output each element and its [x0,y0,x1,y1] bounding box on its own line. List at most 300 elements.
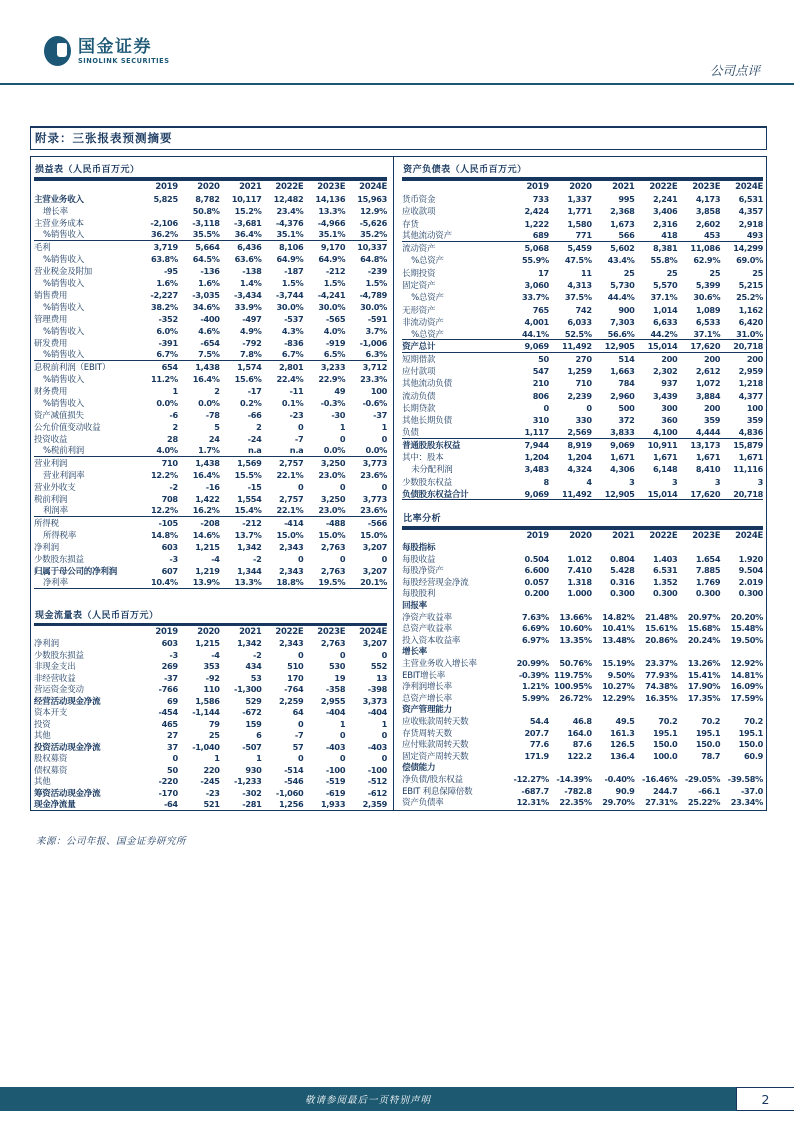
cell-value: 4,836 [738,427,764,438]
cell-value: 900 [618,304,635,315]
cell-value: 2,918 [738,218,764,229]
cell-value: 21.48% [645,611,678,622]
cell-value: 31.0% [736,328,764,339]
cell-value: 1.5% [281,277,304,288]
cell-value: 3.7% [365,325,388,336]
cell-value: 1.318 [567,576,592,587]
table-row [402,463,763,475]
cell-value: 0 [586,402,592,413]
cell-value: 2,343 [278,565,304,576]
row-label: 税前利润 [34,494,68,505]
cell-value: 1,089 [695,304,721,315]
section-header-row [402,646,763,658]
cell-value: 1 [381,421,388,432]
cell-value: -565 [325,313,346,324]
row-label: 公允价值变动收益 [34,422,101,433]
cell-value: 20.24% [687,634,721,645]
cell-value: 64.5% [192,253,220,264]
cell-value: 90.9 [615,785,635,796]
cell-value: 23.6% [360,469,388,480]
cell-value: 8,919 [567,439,592,450]
cell-value: 7,944 [524,439,549,450]
cell-value: -7 [294,433,304,444]
table-row [34,217,387,229]
cell-value: -4,789 [359,289,388,300]
cell-value: 0.2% [240,397,262,408]
table-row [34,764,387,776]
cell-value: 43.4% [607,255,635,266]
row-label: 净利润增长率 [402,682,452,693]
table-row [34,193,387,205]
cell-value: 15,879 [733,439,764,450]
section-header-row [402,599,763,611]
cell-value: -687.7 [521,785,549,796]
cell-value: 1,344 [237,565,262,576]
cell-value: -17 [247,385,262,396]
cell-value: 19.5% [318,577,346,587]
cell-value: 56.6% [607,328,635,339]
cell-value: 4.9% [240,325,262,336]
cell-value: 195.1 [695,727,721,738]
row-label: 无形资产 [402,305,436,316]
cell-value: 11,116 [733,464,764,475]
row-label: 现金净流量 [34,800,76,811]
cell-value: 330 [575,415,592,426]
table-row [402,402,763,414]
cell-value: 49.5 [615,716,635,727]
cell-value: 3,439 [652,390,678,401]
cell-value: 1,771 [567,206,592,217]
cell-value: 5.99% [522,692,549,703]
row-label: 营业利润 [34,458,68,469]
cell-value: -4,966 [317,217,346,228]
cell-value: -612 [367,787,388,798]
table-row [402,439,763,451]
cell-value: 12,905 [604,341,635,351]
table-row [402,316,763,328]
cell-value: -2,106 [150,217,178,228]
cell-value: 607 [161,565,178,576]
cell-value: 6,533 [695,316,721,327]
cell-value: 77.6 [529,739,549,750]
cell-value: 9,069 [524,341,549,351]
row-label: 净利润 [34,542,59,553]
cell-value: 7.410 [567,565,592,576]
table-row [34,799,387,811]
cell-value: 136.4 [610,750,635,761]
row-label: 股权募资 [34,754,68,765]
cell-value: -24 [247,433,262,444]
row-label: %销售收入 [43,278,85,289]
cell-value: 710 [161,457,178,468]
cell-value: -15 [247,481,262,492]
cell-value: 1.352 [652,576,678,587]
cash-flow-title: 现金流量表（人民币百万元） [35,610,159,621]
cell-value: 9,069 [524,488,549,499]
year-header: 2022E [649,181,678,192]
cell-value: 150.0 [738,739,764,750]
row-label: 其他 [34,777,51,788]
cell-value: 742 [575,304,592,315]
cell-value: 2,241 [652,193,678,204]
cell-value: 100.0 [652,750,678,761]
row-label: 未分配利润 [411,465,453,476]
cell-value: -1,233 [234,776,262,787]
cell-value: 50.8% [192,205,220,216]
cell-value: 34.6% [192,301,220,312]
cell-value: 1,162 [738,304,764,315]
cell-value: -782.8 [564,785,592,796]
cell-value: -100 [367,764,388,775]
cell-value: 2,602 [695,218,721,229]
cell-value: 771 [575,230,592,241]
row-label: %总资产 [411,329,444,340]
cell-value: 2 [256,421,262,432]
cell-value: -358 [325,684,346,695]
cell-value: 170 [287,672,304,683]
cell-value: 434 [245,661,262,672]
table-row [402,254,763,266]
cell-value: 1,222 [524,218,549,229]
row-label: 存货 [402,219,419,230]
cell-value: 8,410 [695,464,721,475]
cell-value: 1,671 [738,452,764,463]
cell-value: -5,626 [359,217,388,228]
cell-value: 23.3% [360,373,388,384]
row-label: 长期贷款 [402,403,436,414]
cell-value: 270 [575,353,592,364]
cell-value: 47.5% [564,255,592,266]
cell-value: 1.654 [695,553,721,564]
cell-value: 353 [203,661,220,672]
cell-value: 1.4% [240,277,262,288]
cell-value: 2,757 [278,457,304,468]
cell-value: 0.0% [198,397,220,408]
cell-value: 2,959 [738,366,764,377]
cell-value: 15.61% [645,623,678,634]
cell-value: -39.58% [727,773,764,784]
cell-value: -497 [242,313,262,324]
year-header: 2023E [692,181,721,192]
row-label: 净负债/股东权益 [402,774,463,785]
cell-value: 13.3% [234,577,262,587]
row-label: 主营业务收入增长率 [402,659,477,670]
table-row [34,325,387,337]
cell-value: -404 [325,707,346,718]
cell-value: 60.9 [744,750,764,761]
row-label: 资产减值损失 [34,410,84,421]
cell-value: 3 [757,476,764,487]
cell-value: 16.35% [645,692,678,703]
cell-value: 1 [339,421,346,432]
cell-value: 20.86% [645,634,678,645]
cell-value: 3 [671,476,678,487]
cell-value: 708 [161,493,178,504]
row-label: 净利率 [43,578,68,588]
cell-value: -3 [169,649,178,660]
row-label: 主营业务收入 [34,194,84,205]
table-row [402,426,763,438]
row-label: 每股经营现金净流 [402,577,469,588]
cell-value: 23.37% [645,658,678,669]
cell-value: 14,136 [315,193,346,204]
cell-value: 566 [618,230,635,241]
cell-value: 5,215 [738,280,764,291]
table-row [34,718,387,730]
cell-value: 119.75% [554,669,592,680]
table-row [34,661,387,673]
cell-value: 6.3% [365,349,388,359]
cell-value: 13.26% [687,658,721,669]
cell-value: 0 [297,481,304,492]
cell-value: 1,204 [524,452,549,463]
year-header: 2024E [359,626,388,637]
table-row [402,669,763,681]
cell-value: 70.2 [658,716,678,727]
cell-value: 453 [704,230,721,241]
table-spacer [34,589,387,605]
row-label: %销售收入 [43,374,85,385]
cell-value: 4 [586,476,592,487]
table-row [402,476,763,488]
cell-value: 733 [532,193,549,204]
table-row [402,565,763,577]
cell-value: 1.012 [567,553,592,564]
year-header: 2020 [197,181,220,192]
cell-value: 8 [543,476,549,487]
cell-value: -566 [367,517,388,528]
row-label: %销售收入 [43,326,85,337]
cell-value: -37 [163,672,178,683]
cell-value: 1,663 [610,366,635,377]
cell-value: 5,825 [153,193,178,204]
cell-value: 1,204 [567,452,592,463]
cell-value: 2,763 [320,638,346,649]
cell-value: 10.27% [602,681,635,692]
cell-value: 2.019 [738,576,764,587]
table-row [34,695,387,707]
table-row [402,657,763,669]
cell-value: 44.4% [607,292,635,303]
cell-value: 25 [666,267,678,278]
cell-value: 4,357 [738,206,764,217]
cell-value: 7,303 [610,316,635,327]
cell-value: 15.41% [687,669,721,680]
cell-value: 0 [339,649,346,660]
cell-value: 195.1 [652,727,678,738]
cell-value: 0 [381,481,388,492]
cell-value: 15.2% [234,205,262,216]
cell-value: 1,580 [567,218,592,229]
cell-value: 14.6% [192,529,220,540]
year-header: 2022E [275,626,304,637]
cell-value: 37.1% [693,328,721,339]
cell-value: 2,239 [567,390,592,401]
cell-value: -12.27% [513,773,549,784]
row-label: 回报率 [402,601,427,612]
cell-value: 3,406 [652,206,678,217]
cell-value: 4.0% [323,325,346,336]
cell-value: -16 [205,481,220,492]
cell-value: 17 [538,267,549,278]
year-header: 2020 [569,181,592,192]
cell-value: 220 [203,764,220,775]
income-statement-table [34,181,387,589]
cell-value: 49 [334,385,346,396]
table-row [402,634,763,646]
row-label: 资产管理能力 [402,705,452,716]
cell-value: 3,207 [362,565,388,576]
cell-value: 0.057 [524,576,549,587]
cell-value: -66.1 [698,785,721,796]
row-label: 管理费用 [34,314,68,325]
table-row [34,469,387,481]
cell-value: 0 [381,753,388,764]
row-label: 少数股东损益 [34,650,84,661]
cell-value: 20.20% [730,611,764,622]
cell-value: -507 [242,741,262,752]
cell-value: 17.90% [687,681,721,692]
row-label: 营业外收支 [34,482,76,493]
table-row [402,715,763,727]
row-label: 每股股利 [402,589,436,600]
table-row [34,730,387,742]
cell-value: 1,933 [320,799,346,810]
cell-value: -414 [284,517,304,528]
cell-value: 64 [292,707,304,718]
cell-value: 3,773 [362,493,388,504]
cell-value: 1.769 [695,576,721,587]
cell-value: 3,773 [362,457,388,468]
cell-value: 1,219 [195,565,220,576]
year-header: 2024E [735,181,764,192]
cell-value: 5,570 [652,280,678,291]
cell-value: 35.1% [318,229,346,239]
cell-value: 25 [623,267,635,278]
row-label: %税前利润 [43,446,85,456]
cell-value: 510 [287,661,304,672]
cell-value: 1,574 [237,361,262,372]
cell-value: 12.2% [150,505,178,515]
cell-value: 0 [339,753,346,764]
cell-value: 1,569 [237,457,262,468]
cell-value: 30.6% [693,292,721,303]
row-label: 主营业务成本 [34,218,84,229]
cell-value: 20.97% [687,611,721,622]
cell-value: 3,833 [610,427,635,438]
cell-value: 6.0% [156,325,178,336]
row-label: 应付款项 [402,367,436,378]
cell-value: -512 [367,776,388,787]
cell-value: 17.35% [687,692,721,703]
cell-value: -208 [200,517,220,528]
cash-flow-table [34,626,387,810]
row-label: 负债股东权益合计 [402,489,469,500]
table-row [34,409,387,421]
cell-value: 25.2% [736,292,764,303]
cell-value: 0 [381,649,388,660]
cell-value: -7 [294,730,304,741]
cell-value: 22.4% [276,373,304,384]
cell-value: -454 [158,707,178,718]
cell-value: 2,763 [320,565,346,576]
cell-value: 1,072 [695,378,721,389]
cell-value: -0.3% [320,397,346,408]
table-row [402,451,763,463]
table-row [34,433,387,445]
cell-value: 6,531 [738,193,764,204]
table-row [34,493,387,505]
cell-value: 2,302 [652,366,678,377]
cell-value: -3,118 [192,217,220,228]
years-header-row [402,181,763,193]
row-label: 归属于母公司的净利润 [34,566,118,577]
table-row [34,553,387,565]
year-header: 2022E [649,530,678,541]
cell-value: 9,170 [320,241,346,252]
cell-value: 33.7% [522,292,549,303]
cell-value: 3,719 [153,241,178,252]
cell-value: 710 [575,378,592,389]
cell-value: 465 [161,718,178,729]
cell-value: 1,342 [237,638,262,649]
cell-value: 0 [297,421,304,432]
cell-value: 55.9% [522,255,549,266]
cell-value: 3,233 [320,361,346,372]
cell-value: 0.316 [610,576,635,587]
cell-value: 210 [532,378,549,389]
cell-value: 1,218 [738,378,764,389]
cell-value: 300 [661,402,678,413]
row-label: 非现金支出 [34,662,76,673]
row-label: 财务费用 [34,386,68,397]
right-column [394,157,766,810]
cell-value: 1,438 [195,457,220,468]
cell-value: 16.2% [192,505,220,515]
cell-value: 100 [746,402,764,413]
source-note: 来源：公司年报、国金证券研究所 [36,836,187,847]
row-label: 负债 [402,428,419,439]
table-row [34,457,387,469]
cell-value: 54.4 [529,716,549,727]
table-spacer [402,500,763,508]
year-header: 2019 [526,530,549,541]
cell-value: 8,106 [278,241,304,252]
header [44,36,170,66]
cell-value: 14,299 [733,243,764,254]
table-row [402,303,763,315]
table-row [34,638,387,650]
year-header: 2024E [735,530,764,541]
cell-value: 4.0% [156,445,178,455]
table-row [402,680,763,692]
cell-value: 493 [746,230,764,241]
cell-value: 15.4% [234,505,262,515]
row-label: 所得税率 [43,530,77,541]
cell-value: -591 [367,313,388,324]
cell-value: -836 [284,337,304,348]
cell-value: -30 [331,409,346,420]
cell-value: 1,014 [652,304,678,315]
cell-value: 12.2% [150,469,178,480]
sinolink-logo-icon [44,36,71,66]
cell-value: 26.72% [559,692,592,703]
cell-value: -66 [247,409,262,420]
cell-value: 15.48% [730,623,764,634]
cell-value: 4.3% [281,325,304,336]
cell-value: 654 [161,361,178,372]
cell-value: 1.5% [323,277,346,288]
